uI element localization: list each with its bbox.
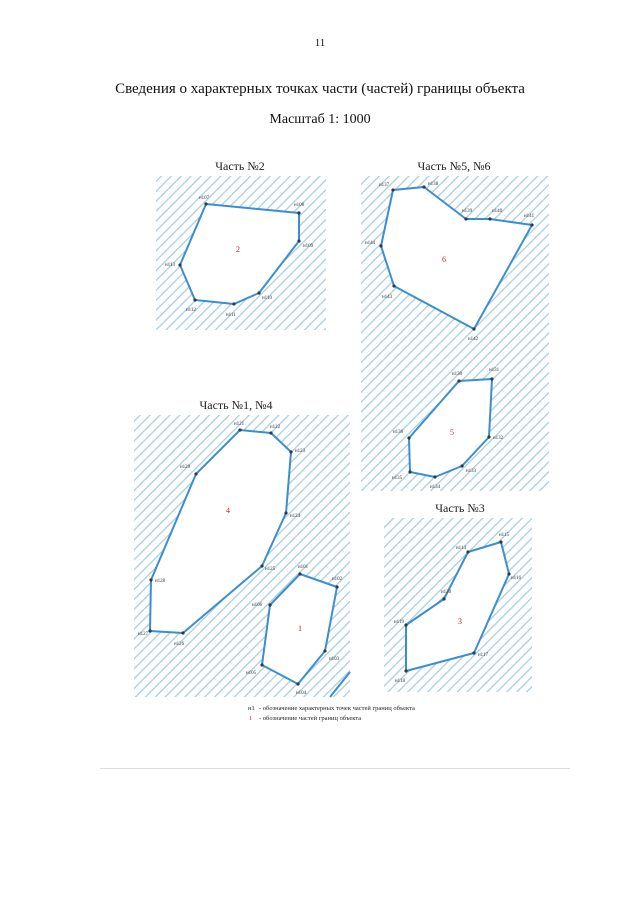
point-label: н131 [489,368,500,373]
boundary-point [260,663,263,666]
point-label: н117 [478,653,488,658]
boundary-point [404,623,407,626]
boundary-point [289,450,292,453]
boundary-point [460,464,463,467]
legend-point-symbol: н1 [248,705,255,712]
point-label: н137 [379,183,390,188]
point-label: н111 [226,313,236,318]
section-title: Часть №2 [215,159,265,173]
boundary-point [472,327,475,330]
boundary-point [204,202,207,205]
boundary-point [297,211,300,214]
boundary-point [499,540,502,543]
boundary-point [148,629,151,632]
boundary-point [238,428,241,431]
point-label: н108 [294,203,305,208]
part-label: 4 [226,506,230,515]
point-label: н133 [466,469,477,474]
boundary-point [490,377,493,380]
point-label: н114 [456,546,466,551]
section-title: Часть №5, №6 [417,159,491,173]
boundary-point [472,651,475,654]
part-label: 6 [442,255,446,264]
legend-point-text: - обозначение характерных точек частей границ объекта [259,705,415,712]
legend-part-text: - обозначение частей границ объекта [259,715,362,722]
point-label: н105 [246,671,257,676]
boundary-point [408,470,411,473]
boundary-point [178,263,181,266]
point-label: н106 [252,603,263,608]
page-number: 11 [314,37,326,49]
point-label: н126 [174,642,185,647]
point-label: н101 [298,565,309,570]
point-label: н144 [365,241,376,246]
boundary-point [392,284,395,287]
document-title: Сведения о характерных точках части (частей) границы объекта [115,81,525,97]
point-label: н102 [332,577,343,582]
boundary-point [268,603,271,606]
boundary-point [442,597,445,600]
boundary-point [422,185,425,188]
legend-part-symbol: 1 [249,715,253,722]
boundary-point [464,217,467,220]
point-label: н134 [430,485,441,490]
boundary-point [296,682,299,685]
part-label: 2 [236,245,240,254]
part-label: 5 [450,428,454,437]
boundary-point [284,511,287,514]
boundary-point [297,239,300,242]
point-label: н129 [180,465,191,470]
point-label: н135 [392,476,403,481]
point-label: н103 [329,657,340,662]
boundary-point [433,475,436,478]
boundary-point [530,223,533,226]
boundary-point [232,302,235,305]
boundary-point [487,435,490,438]
point-label: н121 [234,422,245,427]
point-label: н109 [303,244,314,249]
point-label: н115 [499,533,509,538]
point-label: н139 [462,209,473,214]
point-label: н142 [468,337,479,342]
section-title: Часть №1, №4 [199,398,273,412]
point-label: н128 [155,579,166,584]
boundary-point [466,550,469,553]
point-label: н118 [395,679,405,684]
point-label: н132 [493,436,504,441]
point-label: н119 [394,620,404,625]
boundary-point [298,572,301,575]
point-label: н124 [290,514,301,519]
boundary-point [335,585,338,588]
part-label: 1 [298,624,302,633]
boundary-point [391,188,394,191]
point-label: н143 [382,295,393,300]
boundary-point [407,436,410,439]
point-label: н130 [452,372,463,377]
point-label: н110 [262,296,272,301]
boundary-point [457,379,460,382]
section-part-1-4 [134,398,350,697]
footer-divider [100,768,570,769]
legend [248,705,415,722]
boundary-point [488,217,491,220]
boundary-point [257,291,260,294]
boundary-point [404,669,407,672]
section-part-2 [156,159,326,330]
point-label: н122 [270,425,281,430]
part-label: 3 [458,617,462,626]
point-label: н112 [186,308,196,313]
point-label: н127 [138,632,149,637]
section-title: Часть №3 [435,501,485,515]
point-label: н113 [165,263,175,268]
section-part-3 [384,501,532,692]
section-part-5-6 [361,159,549,491]
scale-label: Масштаб 1: 1000 [269,112,371,127]
boundary-point [379,244,382,247]
boundary-point [269,431,272,434]
point-label: н136 [393,430,404,435]
point-label: н107 [199,196,210,201]
point-label: н138 [428,182,439,187]
boundary-point [194,472,197,475]
boundary-point [260,564,263,567]
boundary-point [149,578,152,581]
point-label: н116 [511,576,521,581]
boundary-point [323,649,326,652]
boundary-point [193,298,196,301]
point-label: н125 [265,567,276,572]
point-label: н140 [492,209,503,214]
point-label: н141 [524,214,535,219]
point-label: н104 [296,691,307,696]
point-label: н120 [441,590,452,595]
point-label: н123 [295,449,306,454]
boundary-point [181,631,184,634]
